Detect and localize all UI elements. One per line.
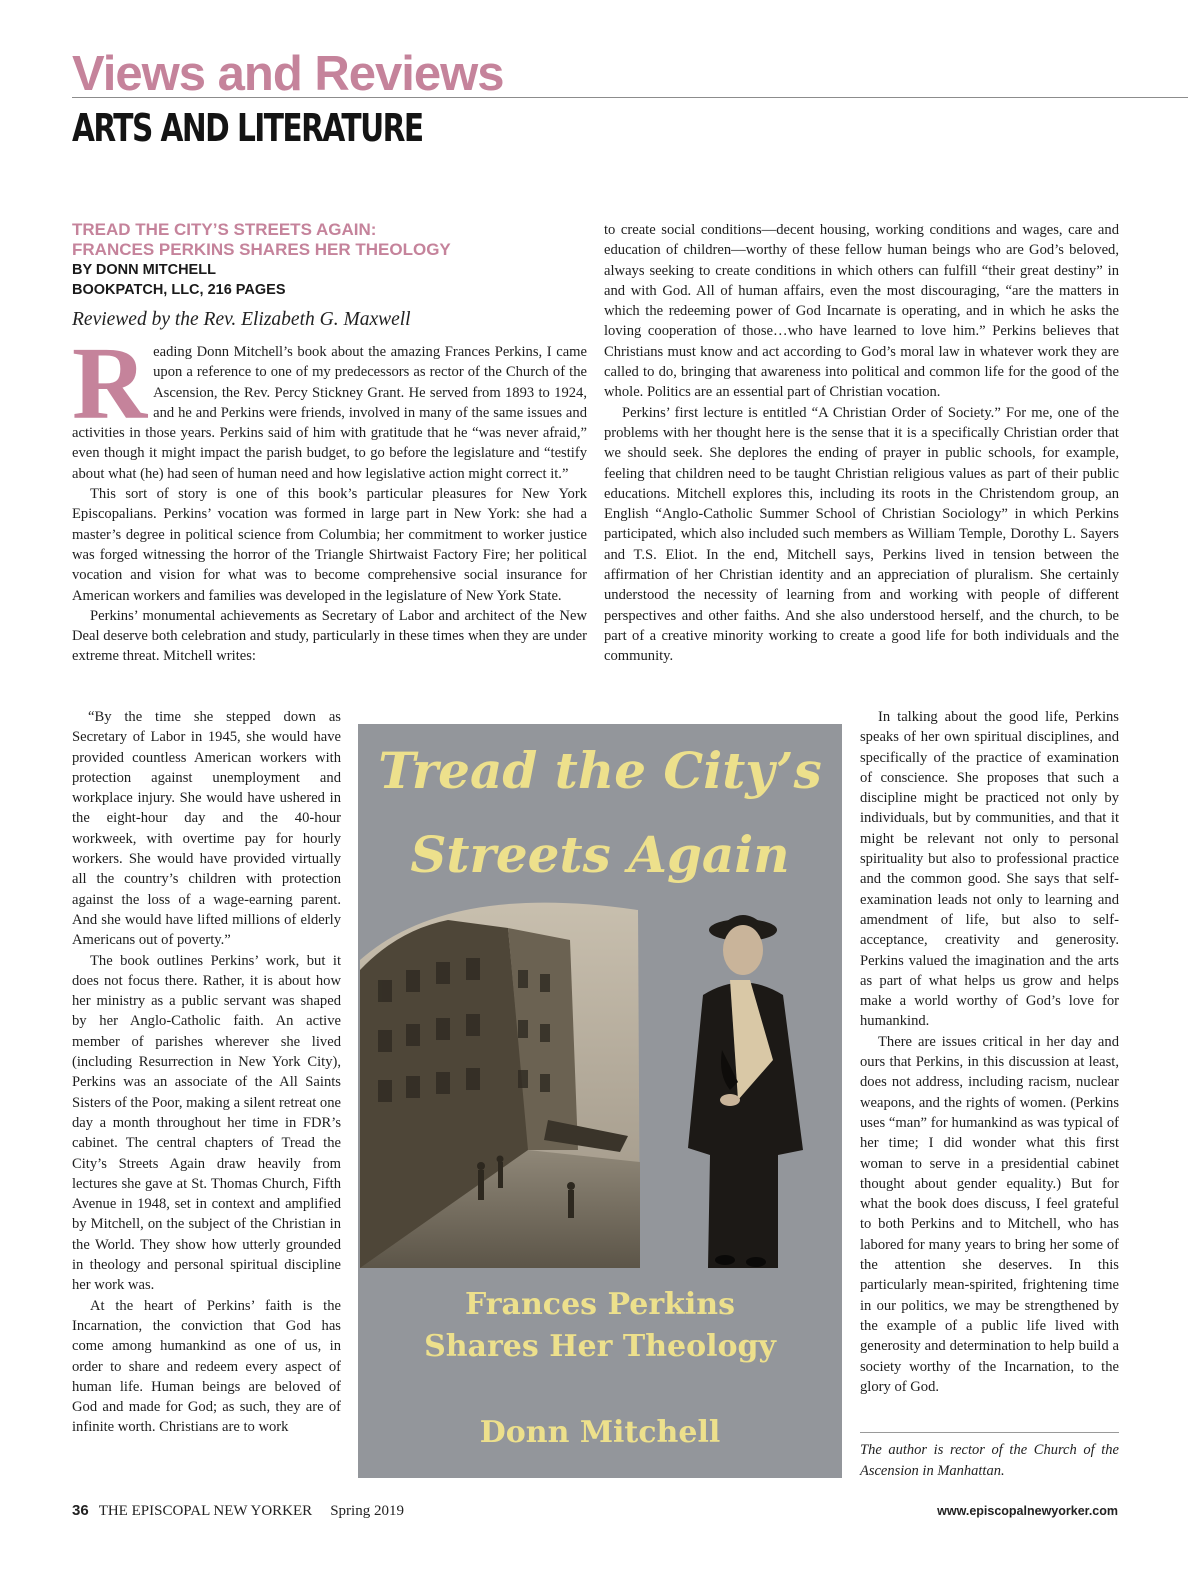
cover-subtitle-line2: Shares Her Theology <box>424 1329 776 1364</box>
article-column-1-bottom <box>72 707 341 1438</box>
cover-portrait-figure <box>688 915 803 1268</box>
paragraph-9: In talking about the good life, Perkins speaks of her own spiritual disciplines, and specifically of the practice of examination of conscience. She proposes that such a discipline might be practiced not only by individuals, but by communities, and that it might be relevant not only to personal spirituality but also to professional practice and the common good. She says that self-examination leads not only to learning and amendment of life, but also to self-acceptance, creativity and generosity. Perkins valued the imagination and the arts as part of what helps us grow and helps make a world worthy of God’s love for humankind. <box>860 709 1119 1030</box>
page-footer-left <box>72 1502 404 1520</box>
issue-date: Spring 2019 <box>330 1503 404 1519</box>
cover-subtitle-line1: Frances Perkins <box>464 1287 736 1322</box>
cover-title-line1: Tread the City’s <box>378 741 822 800</box>
cover-title-line2: Streets Again <box>410 825 790 884</box>
publication-name: THE EPISCOPAL NEW YORKER <box>98 1503 313 1519</box>
review-title-line2: FRANCES PERKINS SHARES HER THEOLOGY <box>72 240 451 259</box>
section-subtitle: ARTS AND LITERATURE <box>72 106 423 150</box>
paragraph-1 <box>72 326 587 484</box>
paragraph-2: This sort of story is one of this book’s particular pleasures for New York Episcopalians. Perkins’ vocation was formed in large part in New York: she had a master’s degree in political science from Columbia; her commitment to worker justice was forged witnessing the horror of the Triangle Shirtwaist Factory Fire; her political vocation and vision for what was to become comprehensive social insurance for American workers and families was developed in the legislature of New York State. <box>72 486 587 604</box>
review-header <box>72 220 592 334</box>
cover-author: Donn Mitchell <box>479 1415 721 1450</box>
book-cover-image <box>358 724 842 1478</box>
header-rule <box>72 97 1188 98</box>
review-byline: BY DONN MITCHELL <box>72 262 216 278</box>
paragraph-1-text: eading Donn Mitchell’s book about the amazing Frances Perkins, I came upon a reference to one of my predecessors as rector of the Church of the Ascension, the Rev. Percy Stickney Grant. He served from 1893 to 1924, and he and Perkins were friends, involved in many of the same issues and activities in those years. Perkins said of him with gratitude that he “was never afraid,” even though it might impact the parish budget, to go before the legislature and “testify about what (he) had seen of human need and how legislative action might correct it.” <box>72 344 587 482</box>
paragraph-8: Perkins’ first lecture is entitled “A Christian Order of Society.” For me, one of the problems with her thought here is the sense that it is a specifically Christian order that we should seek. She deplores the ending of prayer in public schools, for example, feeling that children need to be taught Christian religious values as part of their public educations. Mitchell explores this, including its roots in the Christendom group, an English “Anglo-Catholic Summer School of Christian Sociology” in which Perkins participated, which also included such members as William Temple, Dorothy L. Sayers and T.S. Eliot. In the end, Mitchell says, Perkins lived in tension between the affirmation of her Christian identity and an appreciation of pluralism. She certainly understood the necessity of learning from and working with people of different perspectives and other faiths. And she also understood herself, and the church, to be part of a creative minority working to create a good life for both individuals and the community. <box>604 404 1119 665</box>
drop-cap: R <box>72 326 148 441</box>
section-title: Views and Reviews <box>72 47 504 101</box>
author-note: The author is rector of the Church of the Ascension in Manhattan. <box>860 1442 1119 1479</box>
pull-quote-paragraph: “By the time she stepped down as Secretary of Labor in 1945, she would have provided countless American workers with protection against unemployment and workplace injury. She would have ushered in the eight-hour day and the 40-hour workweek, with overtime pay for hourly workers. She would have provided virtually all the country’s children with protection against the loss of a wage-earning parent. And she would have lifted millions of elderly Americans out of poverty.” <box>72 709 341 949</box>
article-column-1-top <box>72 326 587 667</box>
page-number: 36 <box>72 1502 89 1519</box>
author-note-rule <box>860 1432 1119 1433</box>
website-url: www.episcopalnewyorker.com <box>937 1504 1118 1518</box>
paragraph-6: At the heart of Perkins’ faith is the Incarnation, the conviction that God has come among humankind as one of us, in order to share and redeem every aspect of human life. Human beings are beloved of God and made for God; as such, they are of infinite worth. Christians are to work <box>72 1297 341 1436</box>
paragraph-10: There are issues critical in her day and ours that Perkins, in this discussion at least, does not address, including racism, nuclear weapons, and the rights of women. (Perkins uses “man” for humankind as was typical of her time; I did wonder what this first woman to serve in a presidential cabinet thought about gender equality.) But for what the book does discuss, I feel grateful to both Perkins and to Mitchell, who has labored for many years to bring her some of the attention she deserves. In this particularly mean-spirited, frightening time in our politics, we may be strengthened by the example of a public life lived with generosity and determination to help build a society worthy of the Incarnation, to the glory of God. <box>860 1033 1119 1395</box>
paragraph-5: The book outlines Perkins’ work, but it does not focus there. Rather, it is about how her ministry as a public servant was shaped by her Anglo-Catholic faith. An active member of parishes wherever she lived (including Resurrection in New York City), Perkins was an associate of the All Saints Sisters of the Poor, making a silent retreat one day a month throughout her time in FDR’s cabinet. The central chapters of Tread the City’s Streets Again draw heavily from lectures she gave at St. Thomas Church, Fifth Avenue in 1948, set in context and amplified by Mitchell, on the subject of the Christian in the World. They show how utterly grounded in theology and personal spiritual discipline her work was. <box>72 952 341 1294</box>
review-title-line1: TREAD THE CITY’S STREETS AGAIN: <box>72 220 377 239</box>
cover-photo <box>358 900 842 1268</box>
paragraph-7: to create social conditions—decent housing, working conditions and wages, care and education of children—worthy of these fellow human beings who are God’s beloved, always seeking to create conditions in which others can fulfill “their great destiny” in and with God. All of human affairs, even the most discouraging, “are the matters in which the redeeming power of God Incarnate is operating, and in which he asks the loving cooperation of those…who have learned to love him.” Perkins believes that Christians must know and act according to God’s moral law in whatever work they are called to do, bringing that awareness into political and common life for the good of the whole. Politics are an essential part of Christian vocation. <box>604 222 1119 401</box>
article-column-3-bottom <box>860 707 1119 1397</box>
review-publisher: BOOKPATCH, LLC, 216 PAGES <box>72 282 286 298</box>
article-column-2-top <box>604 220 1119 667</box>
paragraph-3: Perkins’ monumental achievements as Secretary of Labor and architect of the New Deal deserve both celebration and study, particularly in these times when they are under extreme threat. Mitchell writes: <box>72 607 587 665</box>
review-reviewer: Reviewed by the Rev. Elizabeth G. Maxwell <box>72 309 411 330</box>
